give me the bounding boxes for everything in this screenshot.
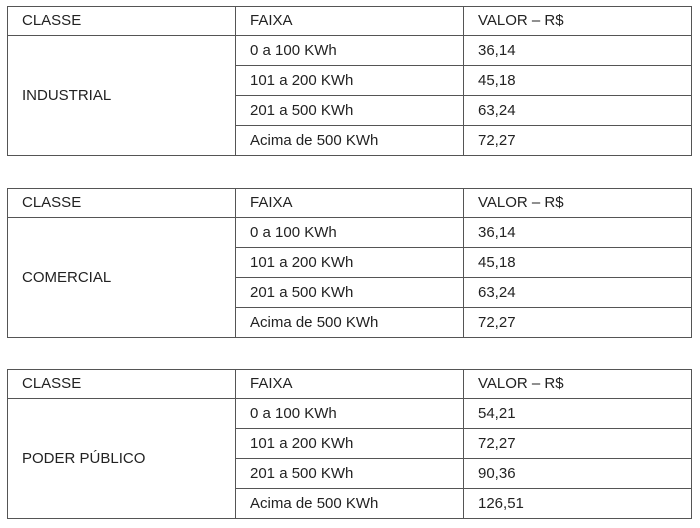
table-row bbox=[8, 399, 692, 429]
header-valor: VALOR – R$ bbox=[464, 370, 692, 399]
header-faixa: FAIXA bbox=[236, 370, 464, 399]
header-valor: VALOR – R$ bbox=[464, 189, 692, 218]
faixa-cell: Acima de 500 KWh bbox=[236, 489, 464, 519]
valor-cell: 90,36 bbox=[464, 459, 692, 489]
valor-cell: 36,14 bbox=[464, 36, 692, 66]
tariff-table-comercial bbox=[7, 188, 692, 338]
header-faixa: FAIXA bbox=[236, 189, 464, 218]
classe-cell: COMERCIAL bbox=[8, 218, 236, 338]
faixa-cell: 0 a 100 KWh bbox=[236, 218, 464, 248]
classe-cell: INDUSTRIAL bbox=[8, 36, 236, 156]
valor-cell: 63,24 bbox=[464, 96, 692, 126]
header-classe: CLASSE bbox=[8, 189, 236, 218]
faixa-cell: 101 a 200 KWh bbox=[236, 248, 464, 278]
table-row bbox=[8, 218, 692, 248]
header-classe: CLASSE bbox=[8, 7, 236, 36]
table-header-row bbox=[8, 7, 692, 36]
table-header-row bbox=[8, 189, 692, 218]
valor-cell: 126,51 bbox=[464, 489, 692, 519]
valor-cell: 36,14 bbox=[464, 218, 692, 248]
faixa-cell: 201 a 500 KWh bbox=[236, 459, 464, 489]
faixa-cell: 0 a 100 KWh bbox=[236, 399, 464, 429]
table-row bbox=[8, 36, 692, 66]
faixa-cell: Acima de 500 KWh bbox=[236, 308, 464, 338]
faixa-cell: 201 a 500 KWh bbox=[236, 278, 464, 308]
valor-cell: 72,27 bbox=[464, 308, 692, 338]
valor-cell: 45,18 bbox=[464, 66, 692, 96]
faixa-cell: 101 a 200 KWh bbox=[236, 429, 464, 459]
faixa-cell: 101 a 200 KWh bbox=[236, 66, 464, 96]
header-valor: VALOR – R$ bbox=[464, 7, 692, 36]
header-classe: CLASSE bbox=[8, 370, 236, 399]
valor-cell: 54,21 bbox=[464, 399, 692, 429]
faixa-cell: 201 a 500 KWh bbox=[236, 96, 464, 126]
tariff-table-poder-publico bbox=[7, 369, 692, 519]
classe-cell: PODER PÚBLICO bbox=[8, 399, 236, 519]
valor-cell: 72,27 bbox=[464, 429, 692, 459]
tariff-table-industrial bbox=[7, 6, 692, 156]
faixa-cell: 0 a 100 KWh bbox=[236, 36, 464, 66]
faixa-cell: Acima de 500 KWh bbox=[236, 126, 464, 156]
table-header-row bbox=[8, 370, 692, 399]
valor-cell: 72,27 bbox=[464, 126, 692, 156]
valor-cell: 63,24 bbox=[464, 278, 692, 308]
valor-cell: 45,18 bbox=[464, 248, 692, 278]
header-faixa: FAIXA bbox=[236, 7, 464, 36]
